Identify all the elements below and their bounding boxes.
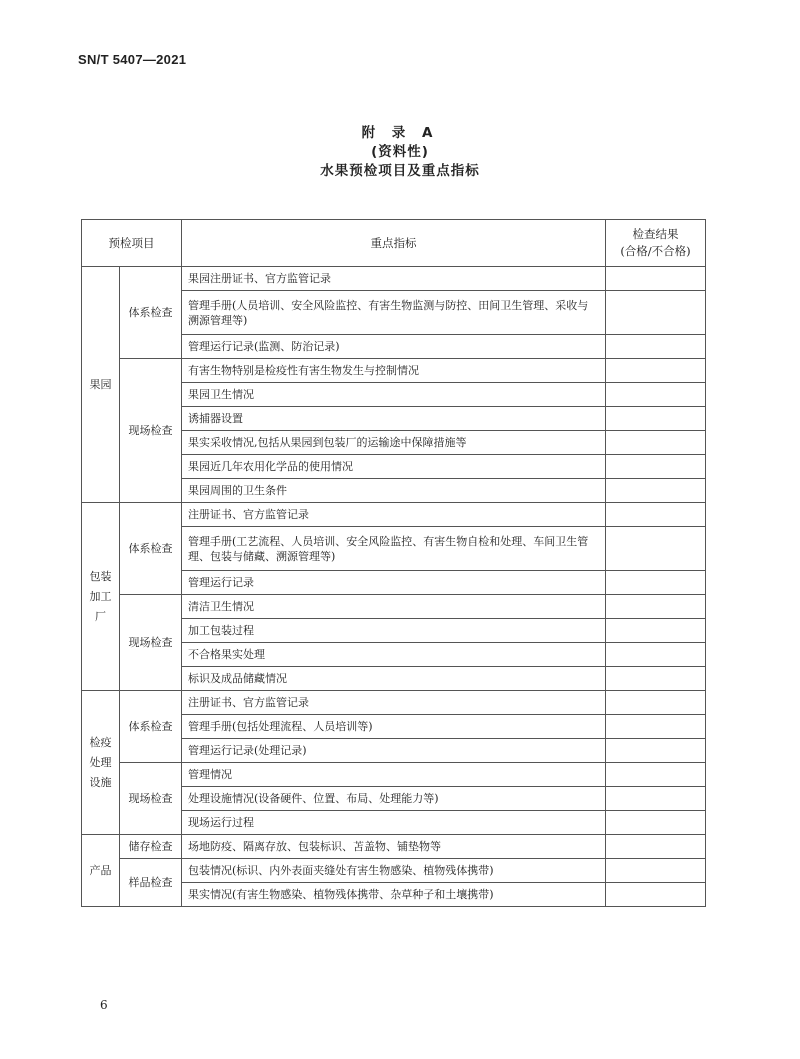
- result-cell[interactable]: [606, 335, 706, 359]
- result-cell[interactable]: [606, 595, 706, 619]
- table-row: [82, 835, 706, 859]
- subgroup-system-check: 体系检查: [120, 267, 182, 359]
- result-cell[interactable]: [606, 503, 706, 527]
- header-result-label: 检查结果: [632, 227, 679, 241]
- indicator-cell: 管理运行记录: [182, 571, 606, 595]
- indicator-cell: 果园近几年农用化学品的使用情况: [182, 455, 606, 479]
- table-row: [82, 503, 706, 527]
- result-cell[interactable]: [606, 883, 706, 907]
- table-row: [82, 763, 706, 787]
- header-result: [606, 220, 706, 267]
- document-code: SN/T 5407—2021: [78, 52, 187, 67]
- indicator-cell: 有害生物特别是检疫性有害生物发生与控制情况: [182, 359, 606, 383]
- indicator-cell: 管理运行记录(监测、防治记录): [182, 335, 606, 359]
- result-cell[interactable]: [606, 691, 706, 715]
- appendix-type: (资料性): [371, 144, 429, 160]
- indicator-cell: 果实采收情况,包括从果园到包装厂的运输途中保障措施等: [182, 431, 606, 455]
- result-cell[interactable]: [606, 811, 706, 835]
- indicator-cell: 果园周围的卫生条件: [182, 479, 606, 503]
- result-cell[interactable]: [606, 739, 706, 763]
- table-header-row: [82, 220, 706, 267]
- indicator-cell: 果园卫生情况: [182, 383, 606, 407]
- indicator-cell: 加工包装过程: [182, 619, 606, 643]
- group-orchard: 果园: [82, 267, 120, 503]
- table-row: [82, 859, 706, 883]
- result-cell[interactable]: [606, 667, 706, 691]
- indicator-cell: 场地防疫、隔离存放、包装标识、苫盖物、铺垫物等: [182, 835, 606, 859]
- indicator-cell: 果园注册证书、官方监管记录: [182, 267, 606, 291]
- subgroup-sample-check: 样品检查: [120, 859, 182, 907]
- result-cell[interactable]: [606, 479, 706, 503]
- table-row: [82, 267, 706, 291]
- table-row: [82, 691, 706, 715]
- inspection-table: [81, 219, 706, 907]
- result-cell[interactable]: [606, 835, 706, 859]
- result-cell[interactable]: [606, 359, 706, 383]
- table-row: [82, 359, 706, 383]
- indicator-cell: 标识及成品储藏情况: [182, 667, 606, 691]
- result-cell[interactable]: [606, 455, 706, 479]
- result-cell[interactable]: [606, 383, 706, 407]
- result-cell[interactable]: [606, 291, 706, 335]
- subgroup-system-check: 体系检查: [120, 503, 182, 595]
- subgroup-storage-check: 储存检查: [120, 835, 182, 859]
- indicator-cell: 管理手册(工艺流程、人员培训、安全风险监控、有害生物自检和处理、车间卫生管理、包装与储藏、溯源管理等): [182, 527, 606, 571]
- appendix-title: [0, 124, 800, 181]
- page-number: 6: [100, 998, 108, 1012]
- indicator-cell: 注册证书、官方监管记录: [182, 691, 606, 715]
- indicator-cell: 管理运行记录(处理记录): [182, 739, 606, 763]
- group-packing-plant: 包装 加工 厂: [82, 503, 120, 691]
- result-cell[interactable]: [606, 267, 706, 291]
- appendix-heading: 水果预检项目及重点指标: [320, 163, 480, 179]
- indicator-cell: 包装情况(标识、内外表面夹缝处有害生物感染、植物残体携带): [182, 859, 606, 883]
- indicator-cell: 管理情况: [182, 763, 606, 787]
- result-cell[interactable]: [606, 407, 706, 431]
- indicator-cell: 诱捕器设置: [182, 407, 606, 431]
- indicator-cell: 管理手册(包括处理流程、人员培训等): [182, 715, 606, 739]
- result-cell[interactable]: [606, 715, 706, 739]
- group-product: 产品: [82, 835, 120, 907]
- result-cell[interactable]: [606, 763, 706, 787]
- table-row: [82, 595, 706, 619]
- result-cell[interactable]: [606, 527, 706, 571]
- indicator-cell: 清洁卫生情况: [182, 595, 606, 619]
- indicator-cell: 处理设施情况(设备硬件、位置、布局、处理能力等): [182, 787, 606, 811]
- group-quarantine-facility: 检疫 处理 设施: [82, 691, 120, 835]
- subgroup-site-check: 现场检查: [120, 595, 182, 691]
- result-cell[interactable]: [606, 431, 706, 455]
- subgroup-site-check: 现场检查: [120, 359, 182, 503]
- header-inspection-item: 预检项目: [82, 220, 182, 267]
- result-cell[interactable]: [606, 571, 706, 595]
- result-cell[interactable]: [606, 619, 706, 643]
- result-cell[interactable]: [606, 643, 706, 667]
- header-key-indicator: 重点指标: [182, 220, 606, 267]
- indicator-cell: 注册证书、官方监管记录: [182, 503, 606, 527]
- indicator-cell: 不合格果实处理: [182, 643, 606, 667]
- header-result-options: (合格/不合格): [620, 244, 691, 258]
- appendix-label: 附 录 A: [361, 125, 439, 141]
- indicator-cell: 现场运行过程: [182, 811, 606, 835]
- subgroup-system-check: 体系检查: [120, 691, 182, 763]
- indicator-cell: 果实情况(有害生物感染、植物残体携带、杂草种子和土壤携带): [182, 883, 606, 907]
- subgroup-site-check: 现场检查: [120, 763, 182, 835]
- result-cell[interactable]: [606, 787, 706, 811]
- result-cell[interactable]: [606, 859, 706, 883]
- indicator-cell: 管理手册(人员培训、安全风险监控、有害生物监测与防控、田间卫生管理、采收与溯源管理等): [182, 291, 606, 335]
